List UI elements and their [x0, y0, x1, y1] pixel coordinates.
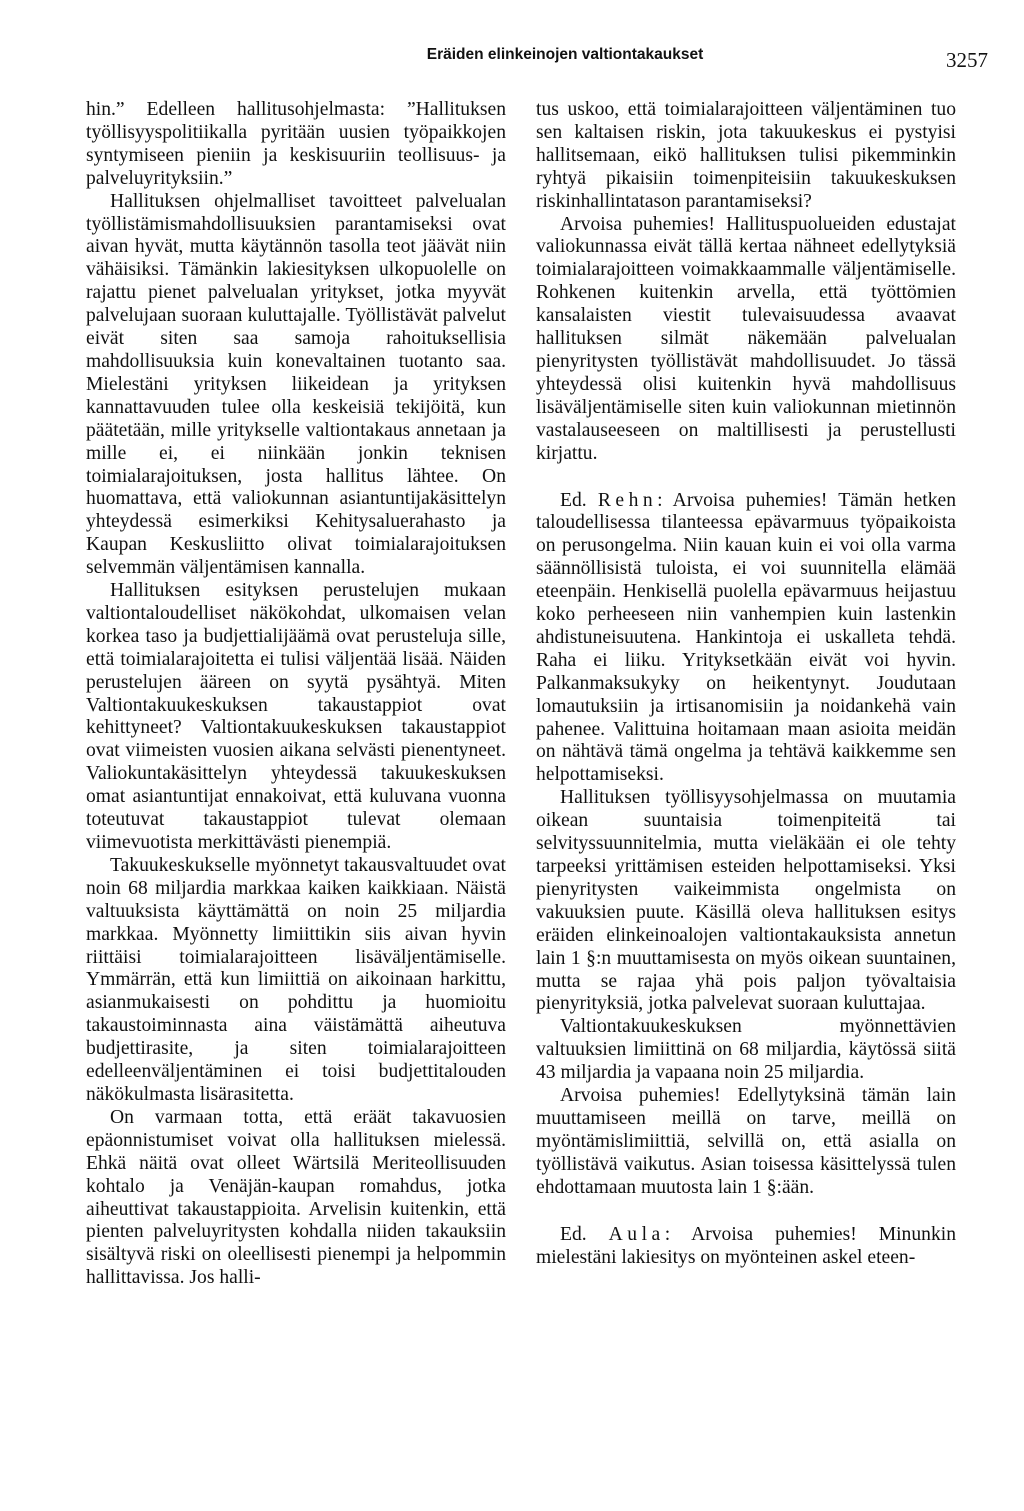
- paragraph: Valtiontakuukeskuksen myönnettävien valtuuksien limiittinä on 68 miljardia, käytössä siitä 43 miljardia ja vapaana noin 25 miljardia.: [536, 1016, 956, 1084]
- paragraph: Arvoisa puhemies! Hallituspuolueiden edustajat valiokunnassa eivät tällä kertaa nähneet edellytyksiä toimialarajoitteen voimakkaammalle väljentämiselle. Rohkenen kuitenkin arvella, että työttömien kansalaisten viestit tulevaisuudessa avaavat hallituksen silmät näkemään palvelualan pienyritysten työllistävät mahdollisuudet. Jo tässä yhteydessä olisi kuitenkin hyvä mahdollisuus lisäväljentämiselle siten kuin valiokunnan mietinnön vastalauseeseen on maltillisesti ja perustellusti kirjattu.: [536, 213, 956, 464]
- paragraph: Hallituksen ohjelmalliset tavoitteet palvelualan työllistämismahdollisuuksien parantamiseksi ovat aivan hyvät, mutta käytännön tasolla teot jäävät niin vähäisiksi. Tämänkin lakiesityksen ulkopuolelle on rajattu pienet palvelualan yritykset, jotka myyvät palvelujaan suoraan kuluttajalle. Työllistävät palvelut eivät siten saa samoja rahoituksellisia mahdollisuuksia kuin konevaltainen tuotanto saa. Mielestäni yrityksen liikeidean ja yrityksen kannattavuuden tulee olla keskeisiä tekijöitä, kun päätetään, mille yritykselle valtiontakaus annetaan ja mille ei, ei niinkään jonkin teknisen toimialarajoituksen, josta hallitus lähtee. On huomattava, että valiokunnan asiantuntijakäsittelyn yhteydessä esimerkiksi Kehitysaluerahasto ja Kaupan Keskusliitto olivat toimialarajoituksen selvemmän väljentämisen kannalla.: [86, 190, 506, 579]
- speaker-prefix: Ed.: [560, 489, 587, 511]
- speech-rehn: [536, 490, 956, 788]
- page-header: [88, 46, 988, 76]
- speech-aula: [536, 1224, 956, 1270]
- speaker-name: Aula: [608, 1223, 665, 1245]
- page-number: 3257: [946, 48, 988, 72]
- speech-text: : Arvoisa puhemies! Tämän hetken taloudellisessa tilanteessa epävarmuus työpaikoista on perusongelma. Niin kauan kuin ei voi olla varma säännöllisistä tuloista, ei voi suunnitella elämää eteenpäin. Henkisellä puolella epävarmuus heijastuu koko perheeseen niin vanhempien kuin lastenkin ahdistuneisuutena. Hankintoja ei uskalleta tehdä. Raha ei liiku. Yrityksetkään eivät voi hyvin. Palkanmaksukyky on heikentynyt. Joudutaan lomautuksiin ja irtisanomisiin ja noidankehä vain pahenee. Valittuina hoitamaan maan asioita meidän on nähtävä tämä ongelma ja tehtävä kaikkemme sen helpottamiseksi.: [536, 489, 956, 786]
- running-title: Eräiden elinkeinojen valtiontakaukset: [426, 46, 704, 63]
- left-column: [86, 99, 506, 1290]
- speaker-name: Rehn: [597, 489, 658, 511]
- speaker-prefix: Ed.: [560, 1223, 587, 1245]
- right-column: [536, 99, 956, 1269]
- paragraph: Takuukeskukselle myönnetyt takausvaltuudet ovat noin 68 miljardia markkaa kaiken kaikkiaan. Näistä valtuuksista käyttämättä on noin 25 miljardia markkaa. Myönnetty limiittikin siis aivan hyvin riittäisi toimialarajoitteen lisäväljentämiselle. Ymmärrän, että kun limiittiä on aikoinaan harkittu, asianmukaisesti on pohdittu ja huomioitu takaustoiminnasta aina väistämättä aiheutuva budjettirasite, ja siten toimialarajoitteen edelleenväljentäminen ei toisi budjettitalouden näkökulmasta lisärasitetta.: [86, 854, 506, 1105]
- speech-text: : Arvoisa puhemies! Minunkin mielestäni lakiesitys on myönteinen askel eteen-: [536, 1223, 956, 1268]
- paragraph: Arvoisa puhemies! Edellytyksinä tämän lain muuttamiseen meillä on tarve, meillä on myöntämislimiittiä, selvillä on, että asialla on työllistävä vaikutus. Asian toisessa käsittelyssä tulen ehdottamaan muutosta lain 1 §:ään.: [536, 1085, 956, 1198]
- paragraph: On varmaan totta, että eräät takavuosien epäonnistumiset voivat olla hallituksen mielessä. Ehkä näitä ovat olleet Wärtsilä Meriteollisuuden kohtalo ja Venäjän-kaupan romahdus, jotka aiheuttivat takaustappioita. Arvelisin kuitenkin, että pienten palveluyritysten kohdalla niiden takauksiin sisältyvä riski on oleellisesti pienempi ja helpommin hallittavissa. Jos halli-: [86, 1106, 506, 1289]
- paragraph: tus uskoo, että toimialarajoitteen väljentäminen tuo sen kaltaisen riskin, jota takuukeskus ei pystyisi hallitsemaan, eikö hallituksen tulisi pikemminkin ryhtyä pikaisiin toimenpiteisiin takuukeskuksen riskinhallintatason parantamiseksi?: [536, 99, 956, 212]
- paragraph: hin.” Edelleen hallitusohjelmasta: ”Hallituksen työllisyyspolitiikalla pyritään uusien työpaikkojen syntymiseen pieniin ja keskisuuriin teollisuus- ja palveluyrityksiin.”: [86, 99, 506, 189]
- paragraph: Hallituksen esityksen perustelujen mukaan valtiontaloudelliset näkökohdat, ulkomaisen velan korkea taso ja budjettialijäämä ovat perusteluja sille, että toimialarajoitetta ei tulisi väljentää lisää. Näiden perustelujen ääreen on syytä pysähtyä. Miten Valtiontakuukeskuksen takaustappiot ovat kehittyneet? Valtiontakuukeskuksen takaustappiot ovat viimeisten vuosien aikana selvästi pienentyneet. Valiokuntakäsittelyn yhteydessä takuukeskuksen omat asiantuntijat ennakoivat, että kuluvana vuonna toteutuvat takaustappiot tulevat olemaan viimevuotista merkittävästi pienempiä.: [86, 580, 506, 853]
- paragraph: Hallituksen työllisyysohjelmassa on muutamia oikean suuntaisia toimenpiteitä tai selvityssuunnitelmia, mutta vieläkään ei ole tehty tarpeeksi yrittämisen esteiden helpottamiseksi. Yksi pienyritysten vaikeimmista ongelmista on vakuuksien puute. Käsillä oleva hallituksen esitys eräiden elinkeinoalojen valtiontakauksista annetun lain 1 §:n muuttamisesta on myös oikean suuntainen, mutta se rajaa yhä pois paljon työvaltaisia pienyrityksiä, jotka palvelevat suoraan kuluttajaa.: [536, 787, 956, 1015]
